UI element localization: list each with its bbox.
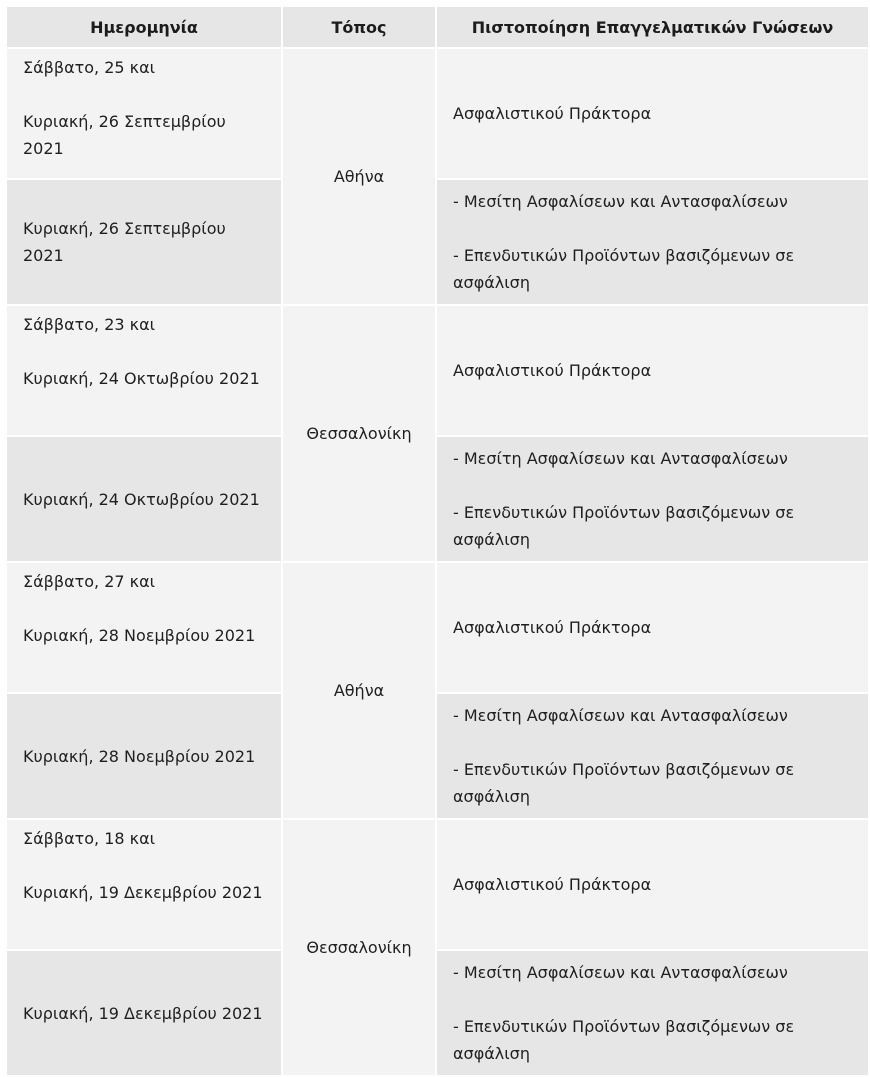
- certification-cell: [437, 306, 868, 435]
- date-cell: [7, 49, 281, 178]
- header-date: Ημερομηνία: [7, 7, 281, 47]
- date-line: Κυριακή, 26 Σεπτεμβρίου 2021: [23, 112, 226, 158]
- table-row: [7, 49, 868, 178]
- certification-text: - Επενδυτικών Προϊόντων βασιζόμενων σε ασφάλιση: [453, 1017, 795, 1063]
- certification-text: Ασφαλιστικού Πράκτορα: [453, 104, 652, 123]
- place-cell: Αθήνα: [283, 49, 435, 304]
- date-line: Κυριακή, 24 Οκτωβρίου 2021: [23, 369, 260, 388]
- date-line: Κυριακή, 19 Δεκεμβρίου 2021: [23, 883, 263, 902]
- certification-text: Ασφαλιστικού Πράκτορα: [453, 618, 652, 637]
- date-cell: [7, 820, 281, 949]
- place-cell: Αθήνα: [283, 563, 435, 818]
- date-cell: [7, 951, 281, 1075]
- certification-text: - Επενδυτικών Προϊόντων βασιζόμενων σε ασφάλιση: [453, 246, 795, 292]
- certification-cell: [437, 563, 868, 692]
- certification-text: - Επενδυτικών Προϊόντων βασιζόμενων σε ασφάλιση: [453, 503, 795, 549]
- certification-cell: [437, 694, 868, 818]
- exam-schedule-table: [5, 5, 870, 1077]
- certification-text: - Μεσίτη Ασφαλίσεων και Αντασφαλίσεων: [453, 449, 788, 468]
- date-line: Κυριακή, 24 Οκτωβρίου 2021: [23, 489, 260, 509]
- certification-text: Ασφαλιστικού Πράκτορα: [453, 361, 652, 380]
- table-row: [7, 180, 868, 304]
- table-row: [7, 694, 868, 818]
- certification-text: - Επενδυτικών Προϊόντων βασιζόμενων σε ασφάλιση: [453, 760, 795, 806]
- place-cell: Θεσσαλονίκη: [283, 306, 435, 561]
- header-place: Τόπος: [283, 7, 435, 47]
- certification-cell: [437, 49, 868, 178]
- date-cell: [7, 694, 281, 818]
- date-line: Κυριακή, 28 Νοεμβρίου 2021: [23, 746, 256, 766]
- date-line: Κυριακή, 19 Δεκεμβρίου 2021: [23, 1003, 263, 1023]
- certification-cell: [437, 180, 868, 304]
- date-line: Σάββατο, 25 και: [23, 58, 156, 77]
- certification-text: Ασφαλιστικού Πράκτορα: [453, 875, 652, 894]
- table-row: [7, 951, 868, 1075]
- certification-cell: [437, 820, 868, 949]
- date-line: Κυριακή, 26 Σεπτεμβρίου 2021: [23, 219, 226, 265]
- header-row: [7, 7, 868, 47]
- date-line: Σάββατο, 23 και: [23, 315, 156, 334]
- table-row: [7, 563, 868, 692]
- table-row: [7, 820, 868, 949]
- certification-text: - Μεσίτη Ασφαλίσεων και Αντασφαλίσεων: [453, 963, 788, 982]
- table-row: [7, 306, 868, 435]
- date-line: Σάββατο, 18 και: [23, 829, 156, 848]
- date-cell: [7, 306, 281, 435]
- date-cell: [7, 563, 281, 692]
- date-line: Σάββατο, 27 και: [23, 572, 156, 591]
- certification-cell: [437, 951, 868, 1075]
- certification-cell: [437, 437, 868, 561]
- certification-text: - Μεσίτη Ασφαλίσεων και Αντασφαλίσεων: [453, 192, 788, 211]
- place-cell: Θεσσαλονίκη: [283, 820, 435, 1075]
- date-cell: [7, 180, 281, 304]
- certification-text: - Μεσίτη Ασφαλίσεων και Αντασφαλίσεων: [453, 706, 788, 725]
- date-cell: [7, 437, 281, 561]
- header-certification: Πιστοποίηση Επαγγελματικών Γνώσεων: [437, 7, 868, 47]
- table-row: [7, 437, 868, 561]
- date-line: Κυριακή, 28 Νοεμβρίου 2021: [23, 626, 256, 645]
